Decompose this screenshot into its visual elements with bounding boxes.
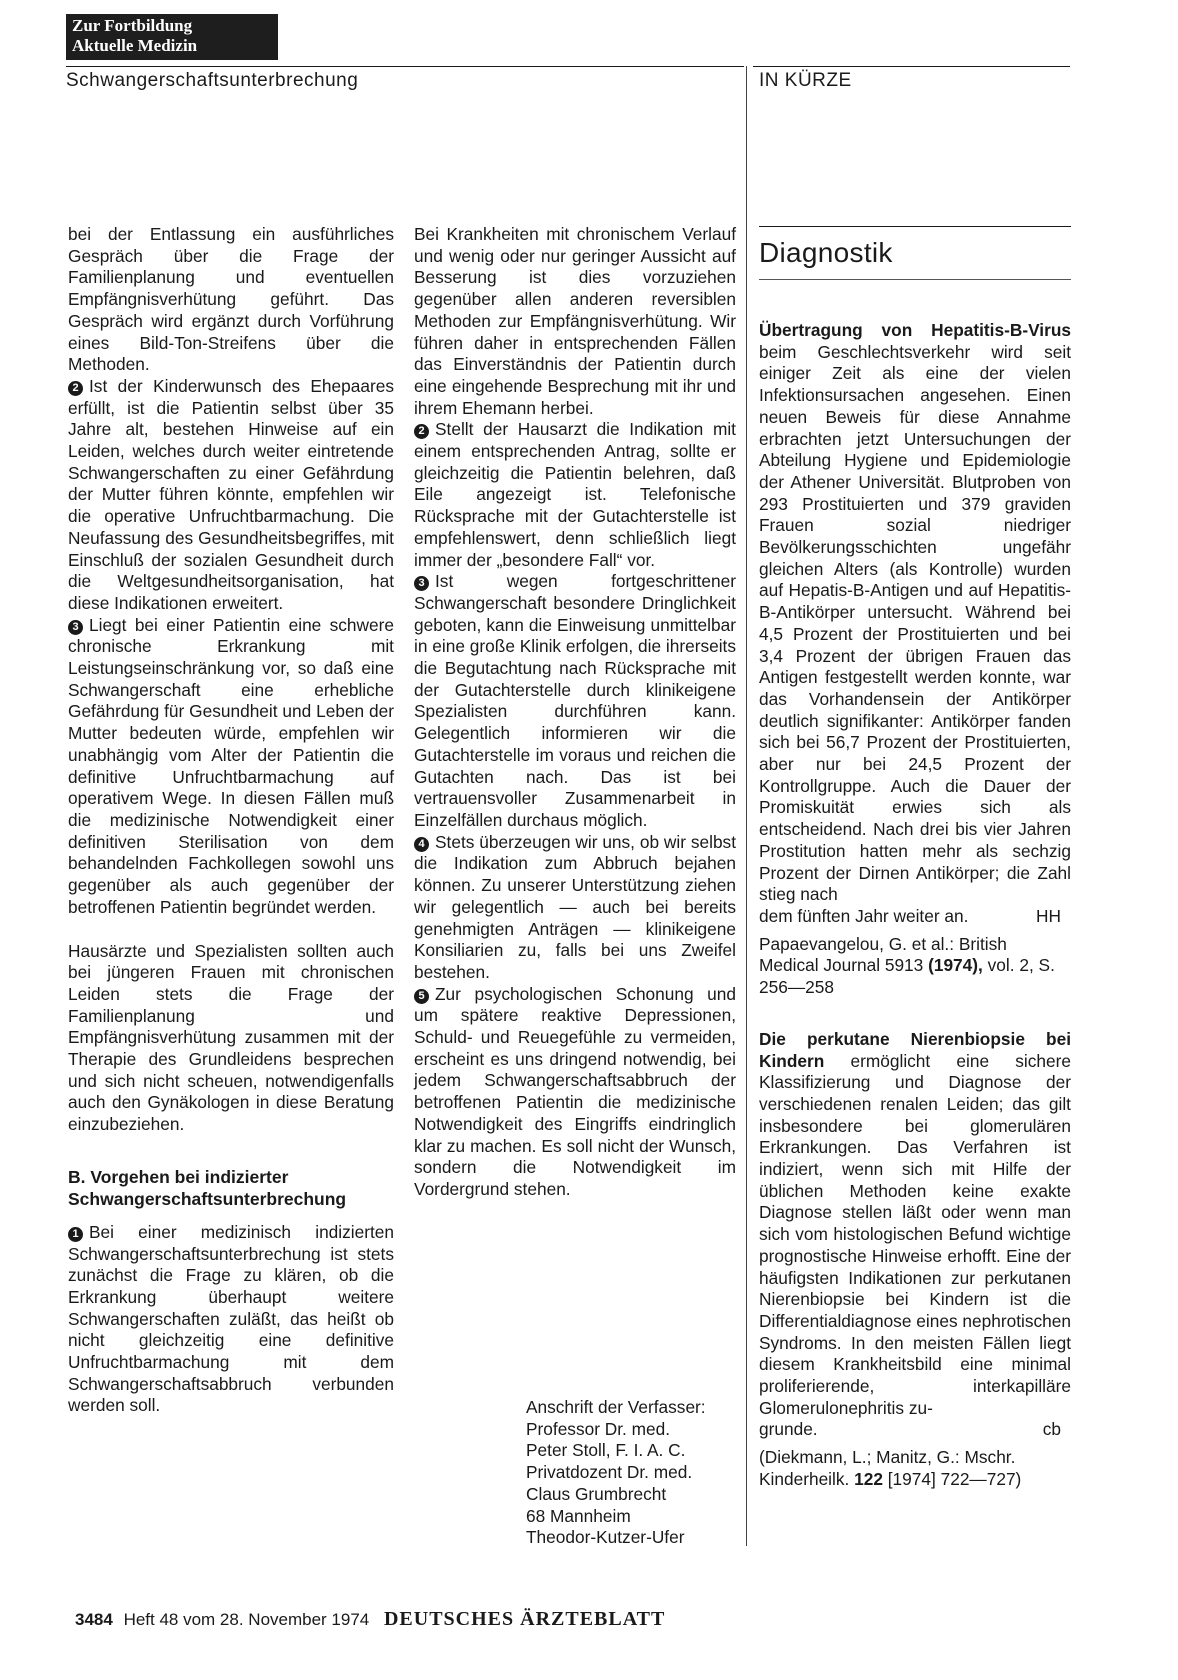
reference-year: (1974),	[928, 955, 983, 976]
spacer	[68, 919, 394, 941]
title-rule-top	[759, 226, 1071, 227]
address-line: Professor Dr. med.	[526, 1418, 671, 1439]
issue-info: Heft 48 vom 28. November 1974	[123, 1610, 370, 1629]
paragraph-text: Ist wegen fortgeschrittener Schwangerschaft besondere Dringlichkeit geboten, kann die Einweisung unmittelbar in eine große Klinik erfolgen, die ihrerseits die Begutachtung nach Rücksprache mit der Gutachterstelle durch klinikeigene Spezialisten durchführen kann. Gelegentlich informieren wir die Gutachterstelle im voraus und reichen die Gutachten nach. Das ist bei vertrauensvoller Zusammenarbeit in Einzelfällen durchaus möglich.	[414, 571, 736, 830]
number-bullet: 4	[414, 837, 429, 852]
reference-text: [1974] 722—727)	[882, 1468, 1022, 1489]
header-rule-left	[66, 66, 744, 67]
signature-row	[759, 906, 1071, 928]
number-bullet: 2	[414, 424, 429, 439]
spacer	[68, 1210, 394, 1222]
news-last-line: grunde.	[759, 1419, 818, 1440]
reference-volume: 122	[854, 1468, 883, 1489]
author-initials: cb	[1042, 1419, 1061, 1440]
section-label: IN KÜRZE	[759, 70, 852, 91]
paragraph-text: Bei einer medizinisch indizierten Schwangerschaftsunterbrechung ist stets zunächst die Frage zu klären, ob die Erkrankung überhaupt weitere Schwangerschaften zuläßt, das heißt ob nicht gleichzeitig eine definitive Unfruchtbarmachung mit dem Schwangerschaftsabbruch verbunden werden soll.	[68, 1221, 394, 1416]
paragraph	[68, 376, 394, 615]
author-initials: HH	[1036, 905, 1061, 926]
number-bullet: 2	[68, 381, 83, 396]
news-item	[759, 1029, 1071, 1420]
address-line: 68 Mannheim	[526, 1505, 631, 1526]
tag-line-1: Zur Fortbildung	[72, 16, 193, 35]
paragraph-text: Stellt der Hausarzt die Indikation mit einem entsprechenden Antrag, sollte er gleichzeitig die Patientin belehren, daß Eile angezeigt ist. Telefonische Rücksprache mit der Gutachterstelle ist empfehlenswert, denn schließlich liegt immer der „besondere Fall“ vor.	[414, 419, 736, 570]
journal-name: DEUTSCHES ÄRZTEBLATT	[383, 1608, 666, 1630]
reference-text: vol. 2, S. 256—258	[759, 955, 1055, 998]
address-line: Privatdozent Dr. med.	[526, 1462, 693, 1483]
section-tag	[66, 14, 278, 60]
tag-line-2: Aktuelle Medizin	[72, 36, 198, 55]
section-heading-line-2: Schwangerschaftsunterbrechung	[68, 1188, 347, 1209]
news-last-line: dem fünften Jahr weiter an.	[759, 905, 969, 926]
title-rule-bottom	[759, 279, 1071, 280]
number-bullet: 5	[414, 989, 429, 1004]
spacer	[759, 999, 1071, 1029]
paragraph-text: Ist der Kinderwunsch des Ehepaares erfüllt, ist die Patientin selbst über 35 Jahre alt, bestehen Hinweise auf ein Leiden, welches durch weiter eintretende Schwangerschaften zu einer Gefährdung der Mutter führen könnte, empfehlen wir die operative Unfruchtbarmachung. Die Neufassung des Gesundheitsbegriffes, mit Einschluß der sozialen Gesundheit durch die Weltgesundheitsorganisation, hat diese Indikationen erweitert.	[68, 375, 394, 613]
reference-text: (Diekmann, L.; Manitz, G.: Mschr. Kinderheilk.	[759, 1447, 1016, 1489]
paragraph: bei der Entlassung ein ausführliches Gespräch über die Frage der Familienplanung und eventuellen Empfängnisverhütung geführt. Das Gespräch wird ergänzt durch Vorführung eines Bild-Ton-Streifens über die Methoden.	[68, 224, 394, 375]
news-item	[759, 320, 1071, 906]
paragraph-text: Stets überzeugen wir uns, ob wir selbst die Indikation zum Abbruch bejahen können. Zu unserer Unterstützung ziehen wir gelegentlich — auch bei bereits genehmigten Anträgen — klinikeigene Konsiliarien zu, falls bei uns Zweifel bestehen.	[414, 831, 736, 982]
section-heading	[68, 1166, 394, 1210]
author-address	[526, 1397, 706, 1549]
news-lead: Die perkutane Nierenbiopsie bei Kindern	[759, 1028, 1071, 1071]
news-body: ermöglicht eine sichere Klassifizierung und Diagnose der verschiedenen renalen Leiden; das gilt insbesondere bei glomerulären Erkrankungen. Das Verfahren ist indiziert, wenn sich mit Hilfe der üblichen Methoden keine exakte Diagnose stellen läßt oder wenn man sich vom histologischen Befund wichtige prognostische Hinweise erhofft. Eine der häufigsten Indikationen zur perkutanen Nierenbiopsie bei Kindern ist die Differentialdiagnose eines nephrotischen Syndroms. In den meisten Fällen liegt diesem Krankheitsbild eine minimal proliferierende, interkapilläre Glomerulonephritis zu-	[759, 1050, 1071, 1418]
column-divider	[746, 66, 747, 1546]
section-heading-line-1: B. Vorgehen bei indizierter	[68, 1166, 289, 1187]
number-bullet: 1	[68, 1227, 83, 1242]
header-rule-right	[753, 66, 1070, 67]
page-number: 3484	[75, 1610, 113, 1629]
section-title: Diagnostik	[759, 237, 893, 268]
column-left	[68, 224, 394, 1417]
news-body: beim Geschlechtsverkehr wird seit einiger Zeit als eine der vielen Infektionsursachen angesehen. Einen neuen Beweis für diese Annahme erbrachten jetzt Untersuchungen der Abteilung Hygiene und Epidemiologie der Athener Universität. Blutproben von 293 Prostituierten und 379 graviden Frauen sozial niedriger Bevölkerungsschichten ungefähr gleichen Alters (als Kontrolle) wurden auf Hepatis-B-Antigen und auf Hepatitis-B-Antikörper untersucht. Während bei 4,5 Prozent der Prostituierten und bei 3,4 Prozent der übrigen Frauen das Antigen festgestellt werden konnte, war das Vorhandensein der Antikörper deutlich signifikanter: Antikörper fanden sich bei 56,7 Prozent der Prostituierten, aber nur bei 24,5 Prozent der Kontrollgruppe. Auch die Dauer der Promiskuität erwies sich als entscheidend. Nach drei bis vier Jahren Prostitution hatten mehr als sechzig Prozent der Dirnen Antikörper; die Zahl stieg nach	[759, 341, 1071, 905]
column-right	[759, 224, 1071, 1491]
paragraph: Hausärzte und Spezialisten sollten auch bei jüngeren Frauen mit chronischen Leiden stets die Frage der Familienplanung und Empfängnisverhütung zusammen mit der Therapie des Grundleidens besprechen und sich nicht scheuen, notwendigenfalls auch den Gynäkologen in diese Beratung einzubeziehen.	[68, 940, 394, 1135]
address-line: Claus Grumbrecht	[526, 1483, 667, 1504]
paragraph	[414, 571, 736, 831]
number-bullet: 3	[414, 576, 429, 591]
paragraph	[68, 1222, 394, 1417]
paragraph	[414, 419, 736, 571]
paragraph	[414, 832, 736, 984]
spacer	[68, 1136, 394, 1166]
address-line: Peter Stoll, F. I. A. C.	[526, 1440, 686, 1461]
paragraph	[68, 615, 394, 919]
address-line: Anschrift der Verfasser:	[526, 1397, 706, 1417]
paragraph-text: Liegt bei einer Patientin eine schwere chronische Erkrankung mit Leistungseinschränkung vor, so daß eine Schwangerschaft eine erhebliche Gefährdung für Gesundheit und Leben der Mutter bedeuten würde, empfehlen wir unabhängig vom Alter der Patientin die definitive Unfruchtbarmachung auf operativem Wege. In diesen Fällen muß die medizinische Notwendigkeit einer definitiven Sterilisation von dem behandelnden Fachkollegen sowohl uns gegenüber als auch gegenüber der betroffenen Patientin begründet werden.	[68, 614, 394, 917]
number-bullet: 3	[68, 620, 83, 635]
page-footer	[75, 1608, 665, 1631]
running-head: Schwangerschaftsunterbrechung	[66, 70, 359, 91]
reference-text: Papaevangelou, G. et al.: British Medical Journal 5913	[759, 933, 1007, 976]
reference	[759, 934, 1071, 999]
reference	[759, 1447, 1071, 1490]
paragraph-text: Zur psychologischen Schonung und um spätere reaktive Depressionen, Schuld- und Reuegefühle zu vermeiden, erscheint es uns dringend notwendig, bei jedem Schwangerschaftsabbruch der betroffenen Patientin die medizinische Notwendigkeit des Eingriffs eindringlich klar zu machen. Es soll nicht der Wunsch, sondern die Notwendigkeit im Vordergrund stehen.	[414, 983, 736, 1199]
paragraph	[414, 984, 736, 1201]
news-lead: Übertragung von Hepatitis-B-Virus	[759, 320, 1071, 340]
signature-row	[759, 1419, 1071, 1441]
address-line: Theodor-Kutzer-Ufer	[526, 1527, 685, 1548]
paragraph: Bei Krankheiten mit chronischem Verlauf und wenig oder nur geringer Aussicht auf Besserung ist dies vorzuziehen gegenüber allen anderen reversiblen Methoden zur Empfängnisverhütung. Wir führen daher in entsprechenden Fällen das Einverständnis der Patientin durch eine eingehende Besprechung mit ihr und ihrem Ehemann herbei.	[414, 224, 736, 418]
column-middle	[414, 224, 736, 1201]
